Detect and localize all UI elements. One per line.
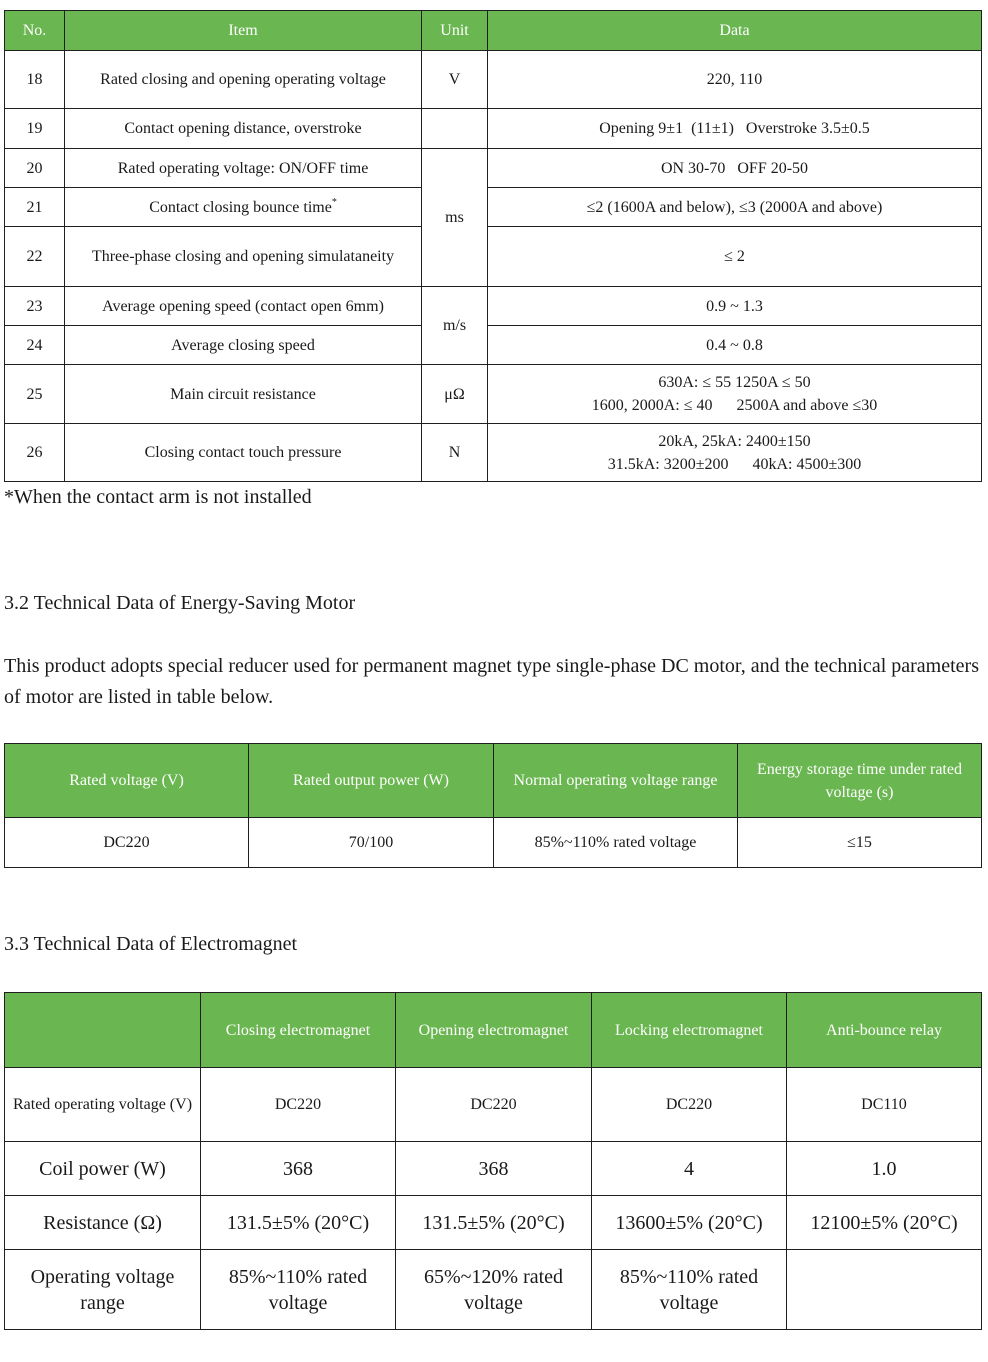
table-row <box>5 109 982 149</box>
row-no: 20 <box>5 149 65 188</box>
header-energy-storage-time: Energy storage time under rated voltage (s) <box>738 744 982 818</box>
table-row <box>5 365 982 424</box>
motor-data-table <box>4 743 982 868</box>
table-cell: 131.5±5% (20°C) <box>396 1196 592 1250</box>
table-row <box>5 51 982 109</box>
table-row <box>5 326 982 365</box>
section-heading-3-2: 3.2 Technical Data of Energy-Saving Motor <box>4 592 356 614</box>
row-item: Main circuit resistance <box>65 365 422 424</box>
table-cell: 4 <box>592 1142 787 1196</box>
row-data: ON 30-70 OFF 20-50 <box>488 149 982 188</box>
header-operating-voltage-range: Normal operating voltage range <box>494 744 738 818</box>
row-data <box>488 424 982 482</box>
table-cell: DC220 <box>592 1068 787 1142</box>
table-cell: 368 <box>201 1142 396 1196</box>
row-label: Operating voltage range <box>5 1250 201 1330</box>
row-no: 23 <box>5 287 65 326</box>
header-unit: Unit <box>422 11 488 51</box>
row-data: ≤2 (1600A and below), ≤3 (2000A and above) <box>488 188 982 227</box>
row-unit: m/s <box>422 287 488 365</box>
section-paragraph: This product adopts special reducer used for permanent magnet type single-phase DC motor, and the technical parameters of motor are listed in table below. <box>4 655 979 708</box>
header-locking-electromagnet: Locking electromagnet <box>592 993 787 1068</box>
table-row <box>5 1142 982 1196</box>
row-label: Rated operating voltage (V) <box>5 1068 201 1142</box>
row-no: 21 <box>5 188 65 227</box>
row-item: Contact opening distance, overstroke <box>65 109 422 149</box>
table-row <box>5 1250 982 1330</box>
row-item <box>65 188 422 227</box>
row-item: Rated closing and opening operating voltage <box>65 51 422 109</box>
row-no: 25 <box>5 365 65 424</box>
table-cell: 131.5±5% (20°C) <box>201 1196 396 1250</box>
table-cell: 368 <box>396 1142 592 1196</box>
row-item: Rated operating voltage: ON/OFF time <box>65 149 422 188</box>
table-cell: 65%~120% rated voltage <box>396 1250 592 1330</box>
header-anti-bounce-relay: Anti-bounce relay <box>787 993 982 1068</box>
row-unit: V <box>422 51 488 109</box>
table-cell: 12100±5% (20°C) <box>787 1196 982 1250</box>
header-empty <box>5 993 201 1068</box>
row-data: 0.9 ~ 1.3 <box>488 287 982 326</box>
row-no: 18 <box>5 51 65 109</box>
row-item: Closing contact touch pressure <box>65 424 422 482</box>
table-header-row <box>5 744 982 818</box>
row-data-line: 630A: ≤ 55 1250A ≤ 50 <box>658 374 811 391</box>
row-data: ≤ 2 <box>488 227 982 287</box>
row-unit: N <box>422 424 488 482</box>
cell-energy-storage-time: ≤15 <box>738 818 982 868</box>
row-unit: μΩ <box>422 365 488 424</box>
table-row <box>5 188 982 227</box>
row-unit: ms <box>422 149 488 287</box>
table-row <box>5 818 982 868</box>
table-row <box>5 1068 982 1142</box>
table-header-row <box>5 11 982 51</box>
section-heading-3-3: 3.3 Technical Data of Electromagnet <box>4 933 298 955</box>
table-cell: DC110 <box>787 1068 982 1142</box>
row-label: Resistance (Ω) <box>5 1196 201 1250</box>
cell-rated-voltage: DC220 <box>5 818 249 868</box>
row-no: 19 <box>5 109 65 149</box>
table-cell: 85%~110% rated voltage <box>592 1250 787 1330</box>
header-no: No. <box>5 11 65 51</box>
electromagnet-data-table <box>4 992 982 1330</box>
cell-rated-output-power: 70/100 <box>249 818 494 868</box>
row-item: Average closing speed <box>65 326 422 365</box>
table-row <box>5 424 982 482</box>
table-row <box>5 287 982 326</box>
row-data: Opening 9±1 (11±1) Overstroke 3.5±0.5 <box>488 109 982 149</box>
row-data-line: 1600, 2000A: ≤ 40 2500A and above ≤30 <box>591 397 878 414</box>
row-data-line: 20kA, 25kA: 2400±150 <box>658 432 811 450</box>
row-item: Three-phase closing and opening simulataneity <box>65 227 422 287</box>
header-rated-voltage: Rated voltage (V) <box>5 744 249 818</box>
row-data <box>488 365 982 424</box>
row-item: Average opening speed (contact open 6mm) <box>65 287 422 326</box>
row-data: 220, 110 <box>488 51 982 109</box>
technical-data-table <box>4 10 982 482</box>
table-cell: 1.0 <box>787 1142 982 1196</box>
row-item-text: Contact closing bounce time <box>149 198 332 216</box>
cell-operating-voltage-range: 85%~110% rated voltage <box>494 818 738 868</box>
row-data: 0.4 ~ 0.8 <box>488 326 982 365</box>
row-unit <box>422 109 488 149</box>
table-header-row <box>5 993 982 1068</box>
table-row <box>5 227 982 287</box>
footnote-marker: * <box>331 196 337 208</box>
row-label: Coil power (W) <box>5 1142 201 1196</box>
table-cell: DC220 <box>201 1068 396 1142</box>
table-row <box>5 149 982 188</box>
row-data-line: 31.5kA: 3200±200 40kA: 4500±300 <box>607 455 862 473</box>
table-cell: 85%~110% rated voltage <box>201 1250 396 1330</box>
header-data: Data <box>488 11 982 51</box>
row-no: 24 <box>5 326 65 365</box>
table-cell <box>787 1250 982 1330</box>
header-opening-electromagnet: Opening electromagnet <box>396 993 592 1068</box>
row-no: 22 <box>5 227 65 287</box>
header-closing-electromagnet: Closing electromagnet <box>201 993 396 1068</box>
header-rated-output-power: Rated output power (W) <box>249 744 494 818</box>
table-cell: DC220 <box>396 1068 592 1142</box>
footnote: *When the contact arm is not installed <box>4 486 312 508</box>
row-no: 26 <box>5 424 65 482</box>
table-row <box>5 1196 982 1250</box>
table-cell: 13600±5% (20°C) <box>592 1196 787 1250</box>
header-item: Item <box>65 11 422 51</box>
